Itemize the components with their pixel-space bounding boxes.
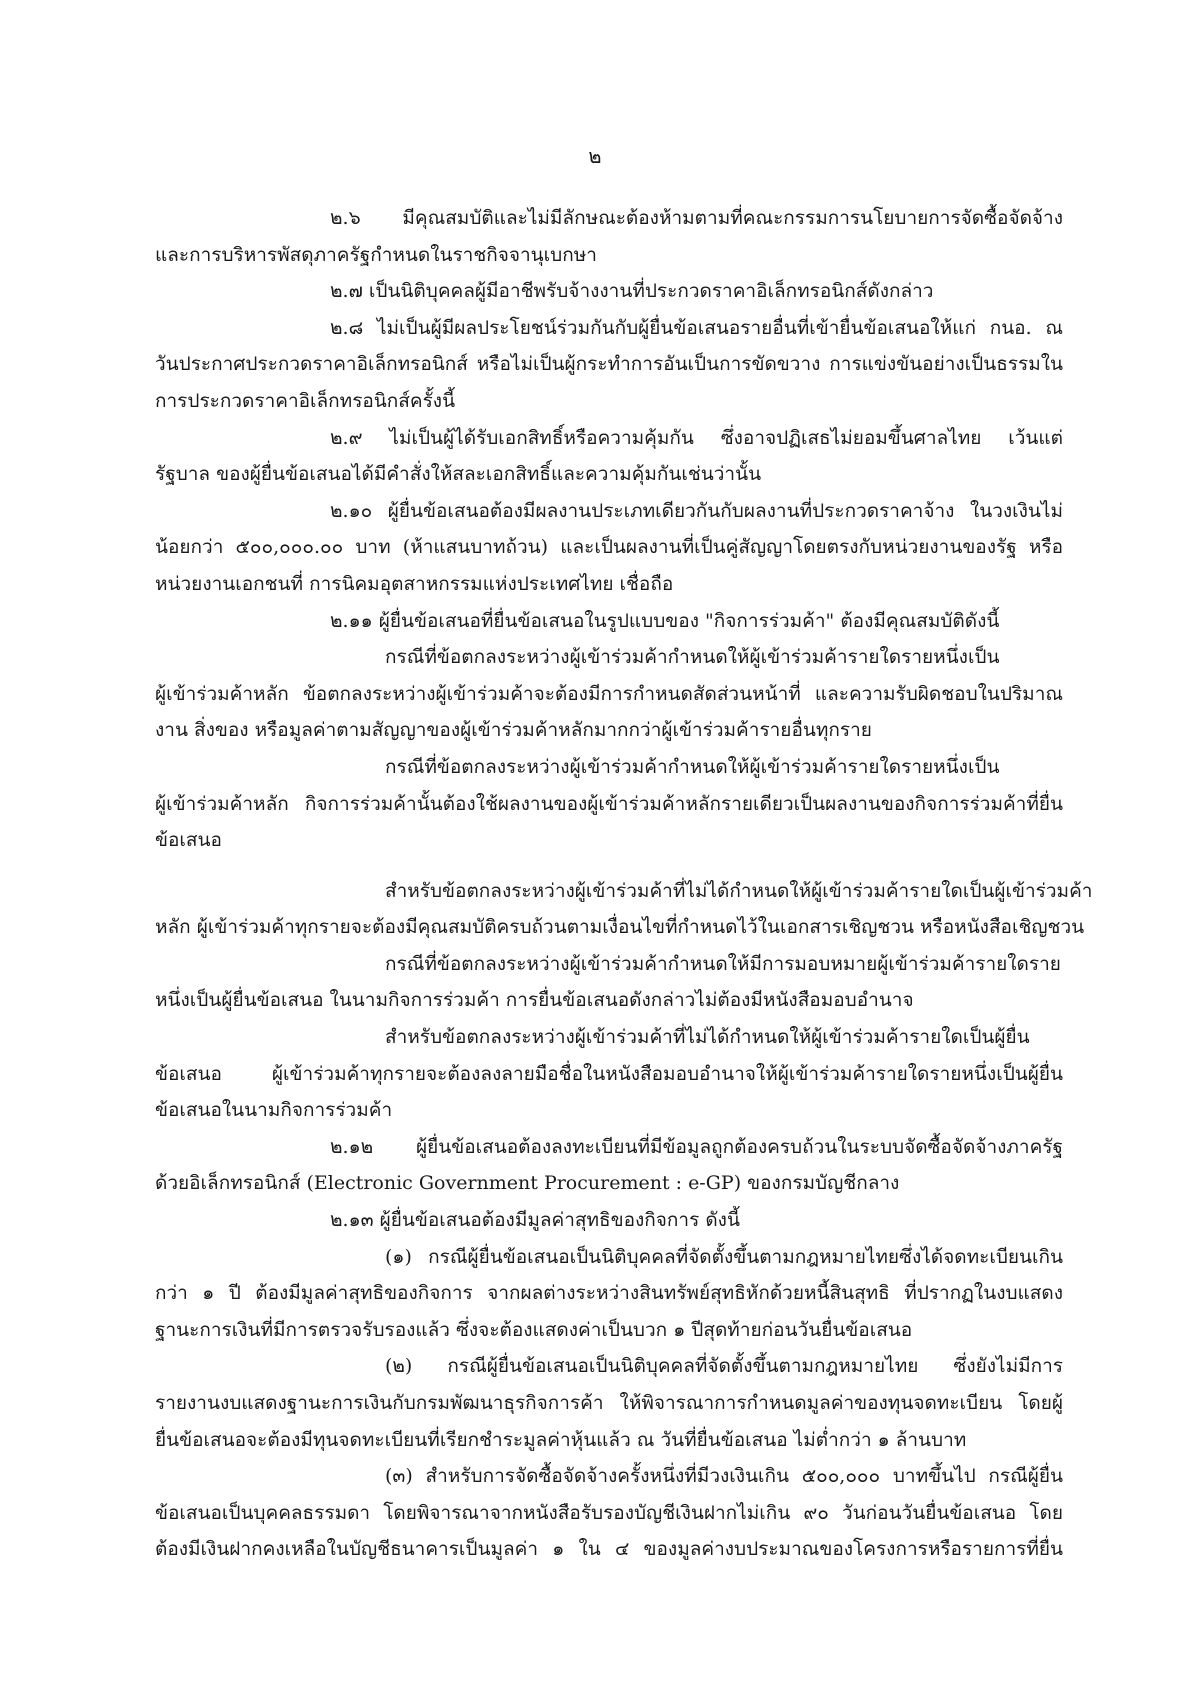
line: ข้อเสนอ (155, 829, 222, 852)
document-body (155, 200, 1093, 1568)
line-2-10: ๒.๑๐ ผู้ยื่นข้อเสนอต้องมีผลงานประเภทเดียวกันกับผลงานที่ประกวดราคาจ้าง ในวงเงินไม่ (330, 499, 1063, 522)
line: กว่า ๑ ปี ต้องมีมูลค่าสุทธิของกิจการ จากผลต่างระหว่างสินทรัพย์สุทธิหักด้วยหนี้สินสุทธิ ที่ปรากฏในงบแสดง (155, 1282, 1063, 1305)
line: กรณีที่ข้อตกลงระหว่างผู้เข้าร่วมค้ากำหนดให้มีการมอบหมายผู้เข้าร่วมค้ารายใดราย (385, 952, 1061, 975)
line: สำหรับข้อตกลงระหว่างผู้เข้าร่วมค้าที่ไม่ได้กำหนดให้ผู้เข้าร่วมค้ารายใดเป็นผู้เข้าร่วมค้า (385, 879, 1093, 902)
line: ผู้เข้าร่วมค้าหลัก ข้อตกลงระหว่างผู้เข้าร่วมค้าจะต้องมีการกำหนดสัดส่วนหน้าที่ และความรับผิดชอบในปริมาณ (155, 682, 1063, 705)
line-2-12: ๒.๑๒ ผู้ยื่นข้อเสนอต้องลงทะเบียนที่มีข้อมูลถูกต้องครบถ้วนในระบบจัดซื้อจัดจ้างภาครัฐ (330, 1135, 1063, 1158)
line: (๑) กรณีผู้ยื่นข้อเสนอเป็นนิติบุคคลที่จัดตั้งขึ้นตามกฎหมายไทยซึ่งได้จดทะเบียนเกิน (385, 1245, 1063, 1268)
page-number: ๒ (588, 144, 602, 168)
line: รายงานงบแสดงฐานะการเงินกับกรมพัฒนาธุรกิจการค้า ให้พิจารณาการกำหนดมูลค่าของทุนจดทะเบียน โดยผู้ (155, 1392, 1063, 1414)
line: (๓) สำหรับการจัดซื้อจัดจ้างครั้งหนึ่งที่มีวงเงินเกิน ๕๐๐,๐๐๐ บาทขึ้นไป กรณีผู้ยื่น (385, 1465, 1063, 1488)
line: สำหรับข้อตกลงระหว่างผู้เข้าร่วมค้าที่ไม่ได้กำหนดให้ผู้เข้าร่วมค้ารายใดเป็นผู้ยื่น (385, 1026, 1030, 1049)
line: หลัก ผู้เข้าร่วมค้าทุกรายจะต้องมีคุณสมบัติครบถ้วนตามเงื่อนไขที่กำหนดไว้ในเอกสารเชิญชวน หรือหนังสือเชิญชวน (155, 916, 1085, 939)
line: ผู้เข้าร่วมค้าหลัก กิจการร่วมค้านั้นต้องใช้ผลงานของผู้เข้าร่วมค้าหลักรายเดียวเป็นผลงานของกิจการร่วมค้าที่ยื่น (155, 792, 1063, 815)
line-2-11: ๒.๑๑ ผู้ยื่นข้อเสนอที่ยื่นข้อเสนอในรูปแบบของ "กิจการร่วมค้า" ต้องมีคุณสมบัติดังนี้ (330, 609, 1000, 632)
line: ข้อเสนอในนามกิจการร่วมค้า (155, 1099, 393, 1122)
line: การประกวดราคาอิเล็กทรอนิกส์ครั้งนี้ (155, 389, 456, 412)
line: ด้วยอิเล็กทรอนิกส์ (Electronic Government Procurement : e-GP) ของกรมบัญชีกลาง (155, 1172, 900, 1195)
line: งาน สิ่งของ หรือมูลค่าตามสัญญาของผู้เข้าร่วมค้าหลักมากกว่าผู้เข้าร่วมค้ารายอื่นทุกราย (155, 719, 872, 742)
line-2-6: ๒.๖ มีคุณสมบัติและไม่มีลักษณะต้องห้ามตามที่คณะกรรมการนโยบายการจัดซื้อจัดจ้าง (330, 207, 1063, 229)
line: และการบริหารพัสดุภาครัฐกำหนดในราชกิจจานุเบกษา (155, 243, 597, 266)
line: หนึ่งเป็นผู้ยื่นข้อเสนอ ในนามกิจการร่วมค้า การยื่นข้อเสนอดังกล่าวไม่ต้องมีหนังสือมอบอำนาจ (155, 989, 914, 1012)
line: ข้อเสนอ ผู้เข้าร่วมค้าทุกรายจะต้องลงลายมือชื่อในหนังสือมอบอำนาจให้ผู้เข้าร่วมค้ารายใดรายหนึ่งเป็นผู้ยื่น (155, 1062, 1063, 1085)
line-2-9: ๒.๙ ไม่เป็นผู้ได้รับเอกสิทธิ์หรือความคุ้มกัน ซึ่งอาจปฏิเสธไม่ยอมขึ้นศาลไทย เว้นแต่ (330, 426, 1063, 449)
line: ฐานะการเงินที่มีการตรวจรับรองแล้ว ซึ่งจะต้องแสดงค่าเป็นบวก ๑ ปีสุดท้ายก่อนวันยื่นข้อเสนอ (155, 1318, 913, 1341)
line-2-8: ๒.๘ ไม่เป็นผู้มีผลประโยชน์ร่วมกันกับผู้ยื่นข้อเสนอรายอื่นที่เข้ายื่นข้อเสนอให้แก่ กนอ. ณ (330, 316, 1063, 339)
line: ต้องมีเงินฝากคงเหลือในบัญชีธนาคารเป็นมูลค่า ๑ ใน ๔ ของมูลค่างบประมาณของโครงการหรือรายการที่ยื่น (155, 1538, 1063, 1561)
line: (๒) กรณีผู้ยื่นข้อเสนอเป็นนิติบุคคลที่จัดตั้งขึ้นตามกฎหมายไทย ซึ่งยังไม่มีการ (385, 1355, 1063, 1378)
line: ยื่นข้อเสนอจะต้องมีทุนจดทะเบียนที่เรียกชำระมูลค่าหุ้นแล้ว ณ วันที่ยื่นข้อเสนอ ไม่ต่ำกว่า ๑ ล้านบาท (155, 1428, 967, 1451)
line: กรณีที่ข้อตกลงระหว่างผู้เข้าร่วมค้ากำหนดให้ผู้เข้าร่วมค้ารายใดรายหนึ่งเป็น (385, 755, 1000, 778)
line: น้อยกว่า ๕๐๐,๐๐๐.๐๐ บาท (ห้าแสนบาทถ้วน) และเป็นผลงานที่เป็นคู่สัญญาโดยตรงกับหน่วยงานของรัฐ หรือ (155, 536, 1063, 559)
line-2-7: ๒.๗ เป็นนิติบุคคลผู้มีอาชีพรับจ้างงานที่ประกวดราคาอิเล็กทรอนิกส์ดังกล่าว (330, 280, 934, 303)
line: หน่วยงานเอกชนที่ การนิคมอุตสาหกรรมแห่งประเทศไทย เชื่อถือ (155, 572, 674, 595)
line-2-13: ๒.๑๓ ผู้ยื่นข้อเสนอต้องมีมูลค่าสุทธิของกิจการ ดังนี้ (330, 1209, 740, 1232)
line: กรณีที่ข้อตกลงระหว่างผู้เข้าร่วมค้ากำหนดให้ผู้เข้าร่วมค้ารายใดรายหนึ่งเป็น (385, 646, 1000, 669)
line: วันประกาศประกวดราคาอิเล็กทรอนิกส์ หรือไม่เป็นผู้กระทำการอันเป็นการขัดขวาง การแข่งขันอย่างเป็นธรรมใน (155, 353, 1063, 376)
line: รัฐบาล ของผู้ยื่นข้อเสนอได้มีคำสั่งให้สละเอกสิทธิ์และความคุ้มกันเช่นว่านั้น (155, 463, 762, 486)
line: ข้อเสนอเป็นบุคคลธรรมดา โดยพิจารณาจากหนังสือรับรองบัญชีเงินฝากไม่เกิน ๙๐ วันก่อนวันยื่นข้อเสนอ โดย (155, 1501, 1063, 1524)
